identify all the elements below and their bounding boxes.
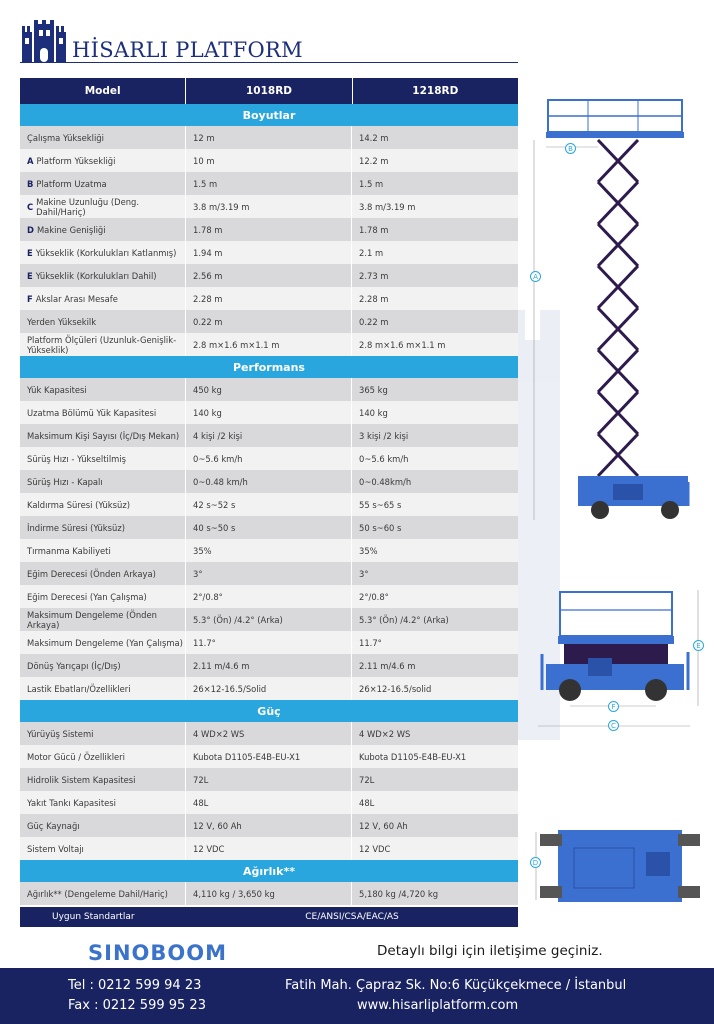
row-label xyxy=(20,195,186,218)
row-label-text: Çalışma Yüksekliği xyxy=(27,132,104,143)
standards-label: Uygun Standartlar xyxy=(52,912,135,922)
row-label xyxy=(20,562,186,585)
row-label xyxy=(20,768,186,791)
value-1218rd: 3 kişi /2 kişi xyxy=(359,430,409,441)
spec-sections xyxy=(20,104,518,905)
row-label-text: İndirme Süresi (Yüksüz) xyxy=(27,522,125,533)
value-1218rd: 3° xyxy=(359,568,369,579)
value-1018rd: 3.8 m/3.19 m xyxy=(186,195,352,218)
value-1218rd: 2.28 m xyxy=(359,293,389,304)
row-label xyxy=(20,424,186,447)
table-row xyxy=(20,631,518,654)
top-view-drawing xyxy=(536,830,700,902)
row-label-text: Kaldırma Süresi (Yüksüz) xyxy=(27,499,130,510)
table-row xyxy=(20,562,518,585)
sinoboom-logo: SINOBOOM xyxy=(88,941,227,965)
table-row xyxy=(20,287,518,310)
value-1018rd: 2.56 m xyxy=(186,264,352,287)
table-row xyxy=(20,837,518,860)
footer-bar xyxy=(0,968,714,1024)
row-label xyxy=(20,470,186,493)
dimension-key: C xyxy=(27,201,34,212)
value-1218rd: Kubota D1105-E4B-EU-X1 xyxy=(359,751,467,762)
table-row xyxy=(20,241,518,264)
table-row xyxy=(20,218,518,241)
row-label xyxy=(20,287,186,310)
row-label-text: Makine Uzunluğu (Deng. Dahil/Hariç) xyxy=(36,196,140,217)
value-1018rd: 140 kg xyxy=(186,401,352,424)
row-label xyxy=(20,654,186,677)
value-1018rd: 4 kişi /2 kişi xyxy=(186,424,352,447)
value-1018rd: 1.5 m xyxy=(186,172,352,195)
table-row xyxy=(20,791,518,814)
row-label xyxy=(20,814,186,837)
row-label xyxy=(20,882,186,905)
row-label-text: Yükseklik (Korkulukları Katlanmış) xyxy=(35,247,177,258)
row-label-text: Yük Kapasitesi xyxy=(27,384,87,395)
row-label-text: Uzatma Bölümü Yük Kapasitesi xyxy=(27,407,157,418)
row-label-text: Dönüş Yarıçapı (İç/Dış) xyxy=(27,660,121,671)
row-label xyxy=(20,310,186,333)
row-label xyxy=(20,493,186,516)
value-1018rd: 1.94 m xyxy=(186,241,352,264)
value-1218rd: 2.1 m xyxy=(359,247,384,258)
value-1018rd: 3° xyxy=(186,562,352,585)
value-1218rd: 35% xyxy=(359,545,378,556)
value-1018rd: 10 m xyxy=(186,149,352,172)
value-1218rd: 1.5 m xyxy=(359,178,384,189)
value-1018rd: 2.11 m/4.6 m xyxy=(186,654,352,677)
row-label-text: Platform Yüksekliği xyxy=(36,155,116,166)
value-1218rd: 4 WD×2 WS xyxy=(359,728,411,739)
header-model-1018rd: 1018RD xyxy=(186,78,352,104)
standards-value: CE/ANSI/CSA/EAC/AS xyxy=(305,912,399,922)
row-label xyxy=(20,218,186,241)
table-row xyxy=(20,814,518,837)
dimension-label-e: E xyxy=(693,640,704,651)
value-1218rd: 2.73 m xyxy=(359,270,389,281)
row-label xyxy=(20,608,186,631)
table-row xyxy=(20,654,518,677)
table-row xyxy=(20,722,518,745)
row-label-text: Platform Uzatma xyxy=(36,178,107,189)
machine-diagrams xyxy=(528,92,708,942)
row-label xyxy=(20,378,186,401)
row-label xyxy=(20,172,186,195)
row-label xyxy=(20,722,186,745)
row-label xyxy=(20,677,186,700)
table-row xyxy=(20,470,518,493)
row-label-text: Akslar Arası Mesafe xyxy=(35,293,118,304)
table-row xyxy=(20,882,518,905)
row-label-text: Yakıt Tankı Kapasitesi xyxy=(27,797,116,808)
value-1018rd: 0.22 m xyxy=(186,310,352,333)
dimension-key: B xyxy=(27,178,34,189)
header-rule xyxy=(20,62,518,63)
table-row xyxy=(20,172,518,195)
row-label-text: Yükseklik (Korkulukları Dahil) xyxy=(35,270,157,281)
row-label-text: Ağırlık** (Dengeleme Dahil/Hariç) xyxy=(27,888,168,899)
value-1018rd: 2.8 m×1.6 m×1.1 m xyxy=(186,333,352,356)
row-label-text: Maksimum Kişi Sayısı (İç/Dış Mekan) xyxy=(27,430,180,441)
table-row xyxy=(20,378,518,401)
value-1018rd: 2.28 m xyxy=(186,287,352,310)
row-label-text: Maksimum Dengeleme (Yan Çalışma) xyxy=(27,637,183,648)
dimension-key: E xyxy=(27,270,33,281)
dimension-label-a: A xyxy=(530,271,541,282)
dimension-key: A xyxy=(27,155,34,166)
value-1218rd: 26×12-16.5/solid xyxy=(359,683,432,694)
table-row xyxy=(20,768,518,791)
address: Fatih Mah. Çapraz Sk. No:6 Küçükçekmece / İstanbul xyxy=(285,978,627,993)
table-row xyxy=(20,608,518,631)
table-row xyxy=(20,516,518,539)
row-label xyxy=(20,539,186,562)
value-1018rd: 5.3° (Ön) /4.2° (Arka) xyxy=(186,608,352,631)
value-1018rd: 35% xyxy=(186,539,352,562)
row-label xyxy=(20,149,186,172)
row-label xyxy=(20,516,186,539)
dimension-key: F xyxy=(27,293,33,304)
value-1218rd: 0~5.6 km/h xyxy=(359,453,409,464)
table-row xyxy=(20,401,518,424)
row-label xyxy=(20,401,186,424)
value-1018rd: 1.78 m xyxy=(186,218,352,241)
row-label xyxy=(20,241,186,264)
header-model-1218rd: 1218RD xyxy=(412,85,459,97)
table-row xyxy=(20,447,518,470)
table-row xyxy=(20,310,518,333)
value-1218rd: 140 kg xyxy=(359,407,388,418)
table-row xyxy=(20,493,518,516)
value-1018rd: 4,110 kg / 3,650 kg xyxy=(186,882,352,905)
value-1218rd: 55 s~65 s xyxy=(359,499,402,510)
table-row xyxy=(20,333,518,356)
row-label xyxy=(20,585,186,608)
table-row xyxy=(20,264,518,287)
value-1018rd: 2°/0.8° xyxy=(186,585,352,608)
row-label-text: Yerden Yüksekilk xyxy=(27,316,97,327)
row-label-text: Tırmanma Kabiliyeti xyxy=(27,545,111,556)
value-1018rd: 4 WD×2 WS xyxy=(186,722,352,745)
row-label xyxy=(20,791,186,814)
row-label-text: Sistem Voltajı xyxy=(27,843,84,854)
value-1218rd: 0~0.48km/h xyxy=(359,476,412,487)
row-label-text: Eğim Derecesi (Yan Çalışma) xyxy=(27,591,147,602)
value-1018rd: 40 s~50 s xyxy=(186,516,352,539)
standards-row xyxy=(20,907,518,927)
value-1218rd: 365 kg xyxy=(359,384,388,395)
dimension-key: E xyxy=(27,247,33,258)
value-1218rd: 0.22 m xyxy=(359,316,389,327)
row-label-text: Sürüş Hızı - Kapalı xyxy=(27,476,103,487)
value-1218rd: 2.11 m/4.6 m xyxy=(359,660,416,671)
value-1218rd: 2.8 m×1.6 m×1.1 m xyxy=(359,339,446,350)
value-1018rd: 72L xyxy=(186,768,352,791)
row-label-text: Platform Ölçüleri (Uzunluk-Genişlik-Yükseklik) xyxy=(27,334,177,355)
value-1218rd: 48L xyxy=(359,797,375,808)
value-1018rd: 0~5.6 km/h xyxy=(186,447,352,470)
row-label-text: Makine Genişliği xyxy=(36,224,106,235)
value-1218rd: 72L xyxy=(359,774,375,785)
castle-logo-icon xyxy=(20,20,68,64)
value-1018rd: 0~0.48 km/h xyxy=(186,470,352,493)
value-1218rd: 50 s~60 s xyxy=(359,522,402,533)
value-1218rd: 12 V, 60 Ah xyxy=(359,820,408,831)
table-row xyxy=(20,585,518,608)
value-1218rd: 2°/0.8° xyxy=(359,591,389,602)
row-label xyxy=(20,126,186,149)
header-model: Model xyxy=(20,78,186,104)
table-header xyxy=(20,78,518,104)
value-1018rd: 450 kg xyxy=(186,378,352,401)
row-label xyxy=(20,745,186,768)
dimension-key: D xyxy=(27,224,34,235)
phone-number: Tel : 0212 599 94 23 xyxy=(68,978,202,993)
value-1018rd: 12 m xyxy=(186,126,352,149)
row-label-text: Güç Kaynağı xyxy=(27,820,80,831)
dimension-label-d: D xyxy=(530,857,541,868)
section-title: Boyutlar xyxy=(20,104,518,126)
spec-table xyxy=(20,78,518,927)
website-link[interactable]: www.hisarliplatform.com xyxy=(357,998,519,1013)
extended-machine-drawing xyxy=(534,100,688,520)
value-1018rd: 42 s~52 s xyxy=(186,493,352,516)
dimension-label-c: C xyxy=(608,720,619,731)
table-row xyxy=(20,745,518,768)
row-label-text: Yürüyüş Sistemi xyxy=(27,728,94,739)
value-1218rd: 5.3° (Ön) /4.2° (Arka) xyxy=(359,614,449,625)
dimension-label-b: B xyxy=(565,143,576,154)
contact-note: Detaylı bilgi için iletişime geçiniz. xyxy=(377,943,603,959)
value-1218rd: 14.2 m xyxy=(359,132,389,143)
row-label xyxy=(20,264,186,287)
table-row xyxy=(20,424,518,447)
fax-number: Fax : 0212 599 95 23 xyxy=(68,998,206,1013)
value-1018rd: 26×12-16.5/Solid xyxy=(186,677,352,700)
brand-name: HİSARLI PLATFORM xyxy=(72,38,303,62)
section-title: Performans xyxy=(20,356,518,378)
table-row xyxy=(20,539,518,562)
table-row xyxy=(20,677,518,700)
table-row xyxy=(20,149,518,172)
value-1218rd: 3.8 m/3.19 m xyxy=(359,201,416,212)
value-1218rd: 11.7° xyxy=(359,637,382,648)
row-label xyxy=(20,447,186,470)
value-1218rd: 1.78 m xyxy=(359,224,389,235)
value-1018rd: 11.7° xyxy=(186,631,352,654)
value-1218rd: 5,180 kg /4,720 kg xyxy=(359,888,439,899)
row-label-text: Sürüş Hızı - Yükseltilmiş xyxy=(27,453,127,464)
value-1018rd: 48L xyxy=(186,791,352,814)
section-title: Güç xyxy=(20,700,518,722)
section-title: Ağırlık** xyxy=(20,860,518,882)
row-label xyxy=(20,631,186,654)
row-label-text: Eğim Derecesi (Önden Arkaya) xyxy=(27,568,156,579)
value-1018rd: Kubota D1105-E4B-EU-X1 xyxy=(186,745,352,768)
value-1018rd: 12 VDC xyxy=(186,837,352,860)
row-label-text: Maksimum Dengeleme (Önden Arkaya) xyxy=(27,609,157,630)
row-label xyxy=(20,837,186,860)
value-1018rd: 12 V, 60 Ah xyxy=(186,814,352,837)
table-row xyxy=(20,126,518,149)
row-label-text: Motor Gücü / Özellikleri xyxy=(27,751,125,762)
row-label xyxy=(20,333,186,356)
value-1218rd: 12.2 m xyxy=(359,155,389,166)
row-label-text: Hidrolik Sistem Kapasitesi xyxy=(27,774,136,785)
value-1218rd: 12 VDC xyxy=(359,843,391,854)
row-label-text: Lastik Ebatları/Özellikleri xyxy=(27,683,131,694)
dimension-label-f: F xyxy=(608,701,619,712)
table-row xyxy=(20,195,518,218)
